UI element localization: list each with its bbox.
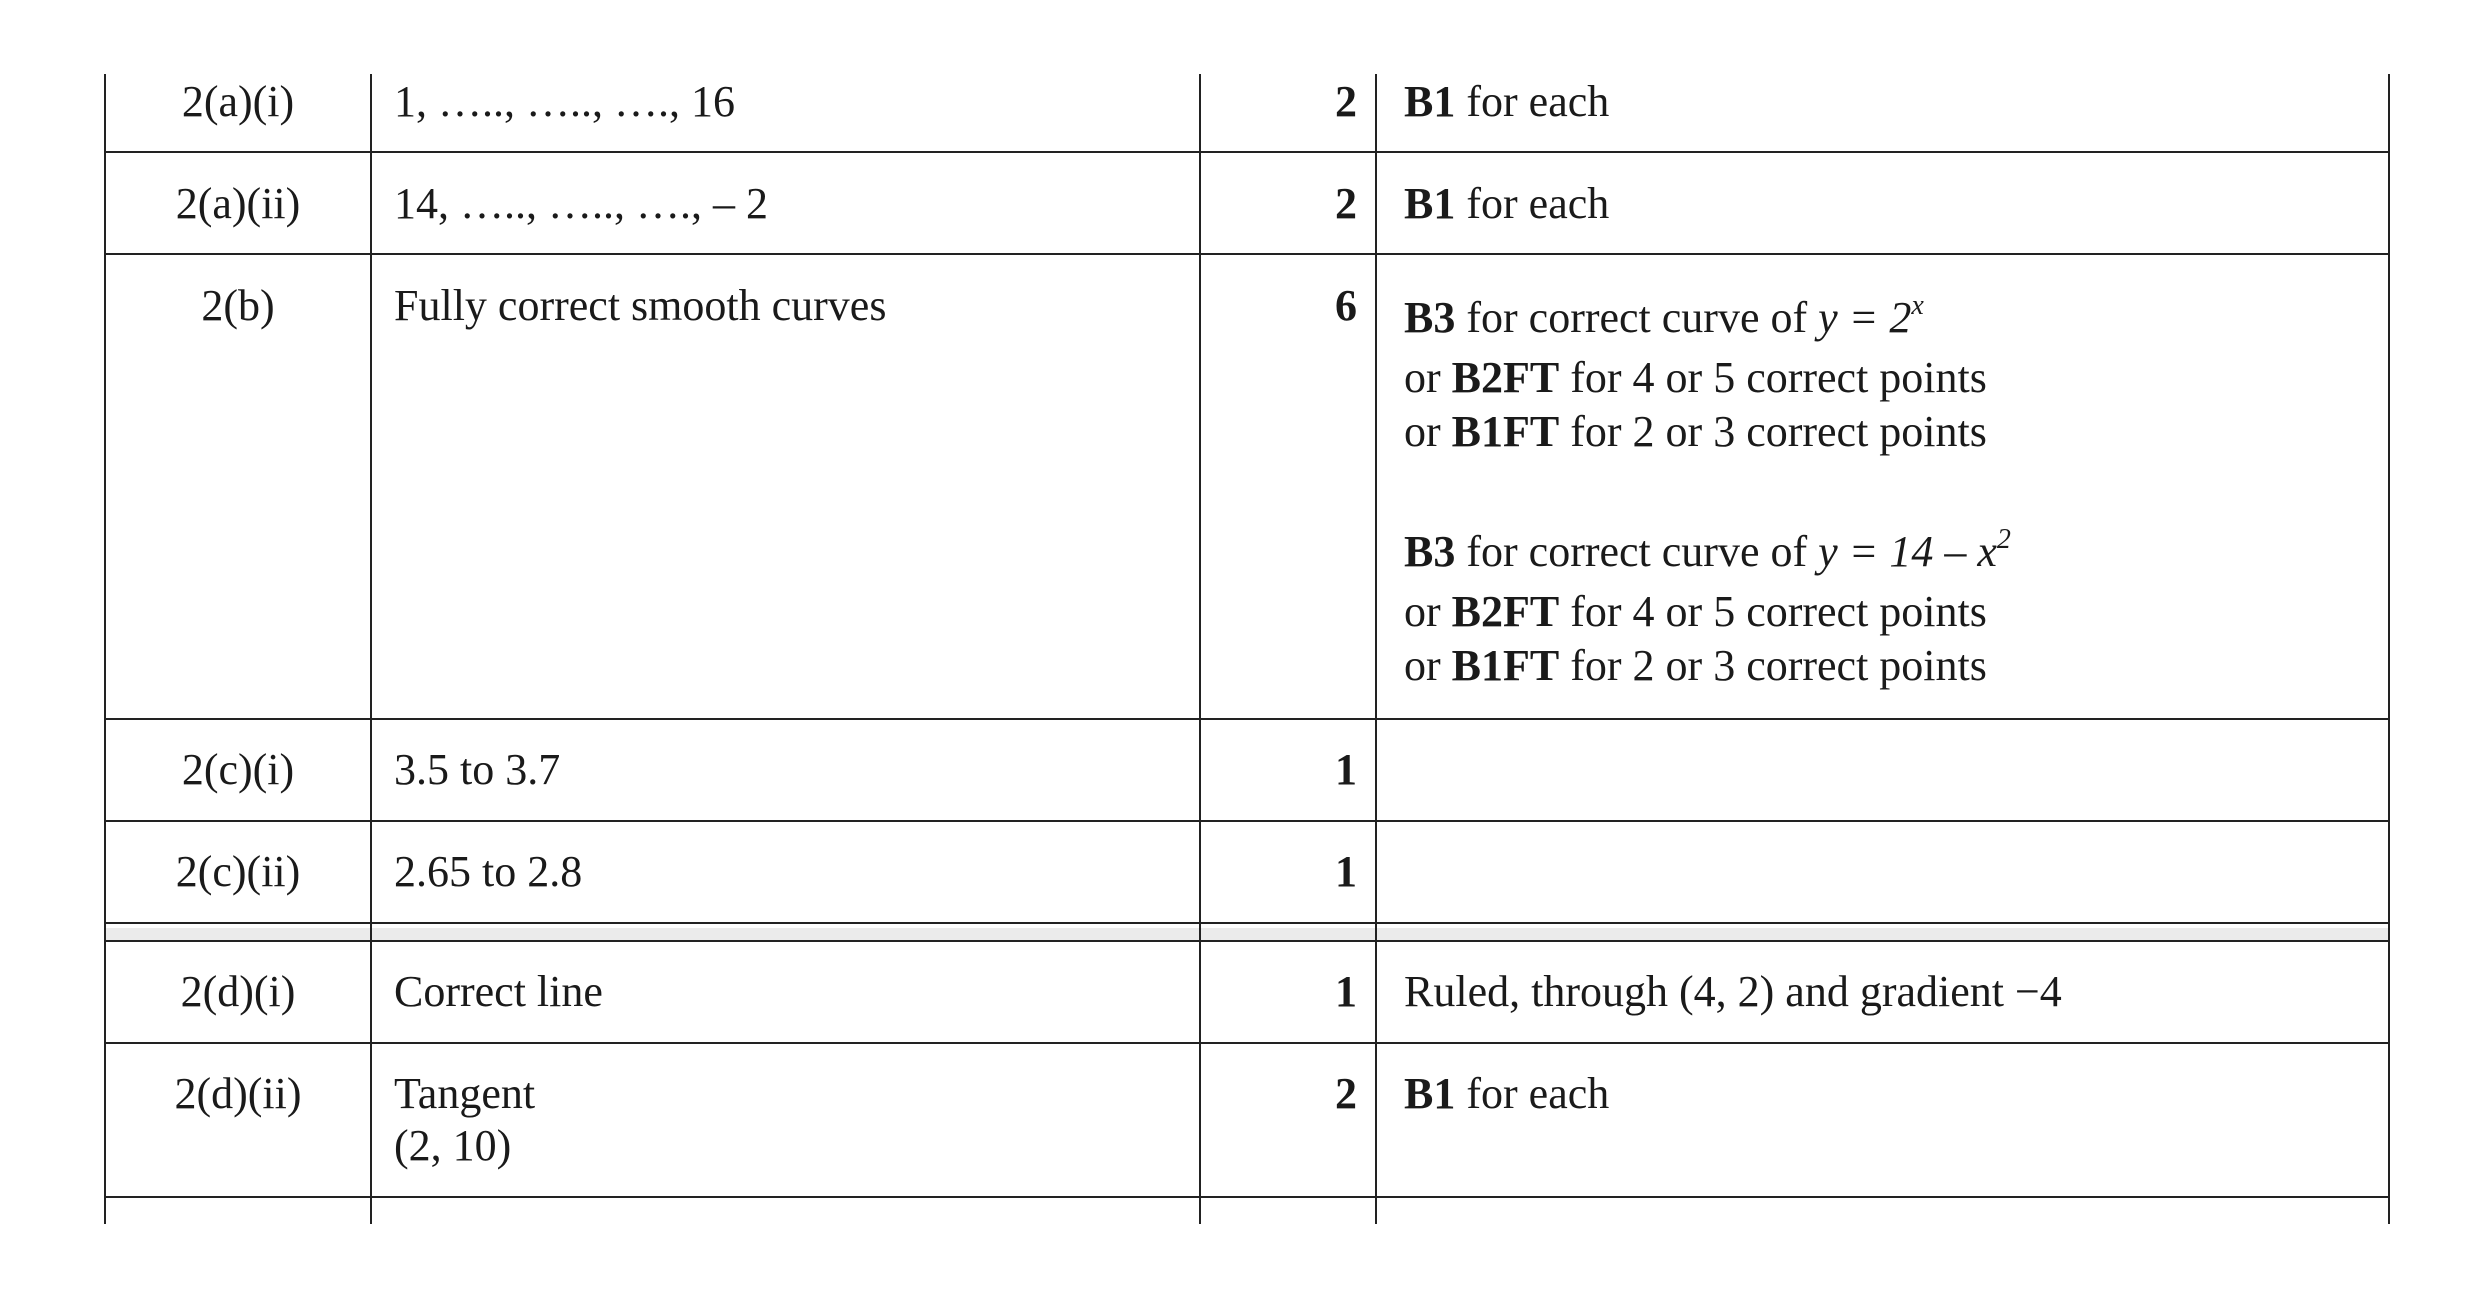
guidance-note: for each: [1455, 77, 1610, 126]
column-border: [104, 74, 106, 1224]
mark-code: B2FT: [1451, 587, 1560, 636]
guidance-heading: [1404, 292, 1987, 344]
guidance-block: [1404, 292, 1987, 458]
guidance-text: [1404, 76, 1609, 128]
marks-value: 6: [1335, 281, 1357, 330]
marks-value: 2: [1335, 77, 1357, 126]
column-border: [370, 74, 372, 1224]
mark-code: B3: [1404, 527, 1456, 576]
mark-code: B1FT: [1451, 407, 1560, 456]
guidance-text: [1404, 178, 1609, 230]
guidance-note: for each: [1455, 1069, 1610, 1118]
marks-value: 2: [1335, 179, 1357, 228]
answer-text: 1, ….., ….., …., 16: [394, 77, 735, 126]
question-number: 2(b): [201, 281, 275, 330]
row-border: [104, 922, 2390, 924]
answer-text: Correct line: [394, 967, 603, 1016]
answer-text: Fully correct smooth curves: [394, 281, 887, 330]
guidance-note: for correct curve of: [1455, 293, 1819, 342]
row-border: [104, 718, 2390, 720]
marks-value: 1: [1335, 967, 1357, 1016]
answer-line: Tangent: [394, 1069, 536, 1118]
answer-text: 2.65 to 2.8: [394, 847, 583, 896]
row-border: [104, 820, 2390, 822]
mark-code: B1: [1404, 1069, 1456, 1118]
row-border: [104, 253, 2390, 255]
formula-exponent: 2: [1996, 524, 2011, 555]
question-number: 2(d)(i): [180, 967, 296, 1016]
row-border: [104, 151, 2390, 153]
marks-value: 1: [1335, 745, 1357, 794]
mark-code: B1: [1404, 179, 1456, 228]
column-border: [1375, 74, 1377, 1224]
guidance-note: for correct curve of: [1455, 527, 1819, 576]
guidance-block: [1404, 526, 2011, 692]
guidance-note: for 4 or 5 correct points: [1559, 353, 1987, 402]
row-border: [104, 940, 2390, 942]
mark-code: B1: [1404, 77, 1456, 126]
column-border: [2388, 74, 2390, 1224]
guidance-line: [1404, 406, 1987, 458]
column-border: [1199, 74, 1201, 1224]
guidance-note: for 2 or 3 correct points: [1559, 407, 1987, 456]
answer-text: 14, ….., ….., …., – 2: [394, 179, 768, 228]
formula: y = 14 – x: [1818, 527, 1997, 576]
answer-text: [394, 1068, 535, 1172]
guidance-prefix: or: [1404, 641, 1452, 690]
question-number: 2(a)(i): [181, 77, 295, 126]
formula: y = 2: [1818, 293, 1912, 342]
formula-exponent: x: [1911, 290, 1924, 321]
mark-code: B1FT: [1451, 641, 1560, 690]
guidance-note: for 4 or 5 correct points: [1559, 587, 1987, 636]
guidance-note: for each: [1455, 179, 1610, 228]
mark-code: B3: [1404, 293, 1456, 342]
guidance-prefix: or: [1404, 407, 1452, 456]
guidance-note: for 2 or 3 correct points: [1559, 641, 1987, 690]
marks-value: 2: [1335, 1069, 1357, 1118]
question-number: 2(a)(ii): [175, 179, 301, 228]
guidance-prefix: or: [1404, 587, 1452, 636]
question-number: 2(c)(i): [181, 745, 295, 794]
guidance-prefix: or: [1404, 353, 1452, 402]
mark-code: B2FT: [1451, 353, 1560, 402]
question-number: 2(c)(ii): [175, 847, 301, 896]
guidance-heading: [1404, 526, 2011, 578]
answer-line: (2, 10): [394, 1121, 512, 1170]
guidance-line: [1404, 344, 1987, 406]
guidance-text: [1404, 1068, 1609, 1120]
guidance-line: [1404, 640, 2011, 692]
row-border: [104, 1196, 2390, 1198]
question-number: 2(d)(ii): [174, 1069, 302, 1118]
row-border: [104, 1042, 2390, 1044]
guidance-text: Ruled, through (4, 2) and gradient −4: [1404, 967, 2062, 1016]
marks-value: 1: [1335, 847, 1357, 896]
answer-text: 3.5 to 3.7: [394, 745, 561, 794]
guidance-line: [1404, 578, 2011, 640]
